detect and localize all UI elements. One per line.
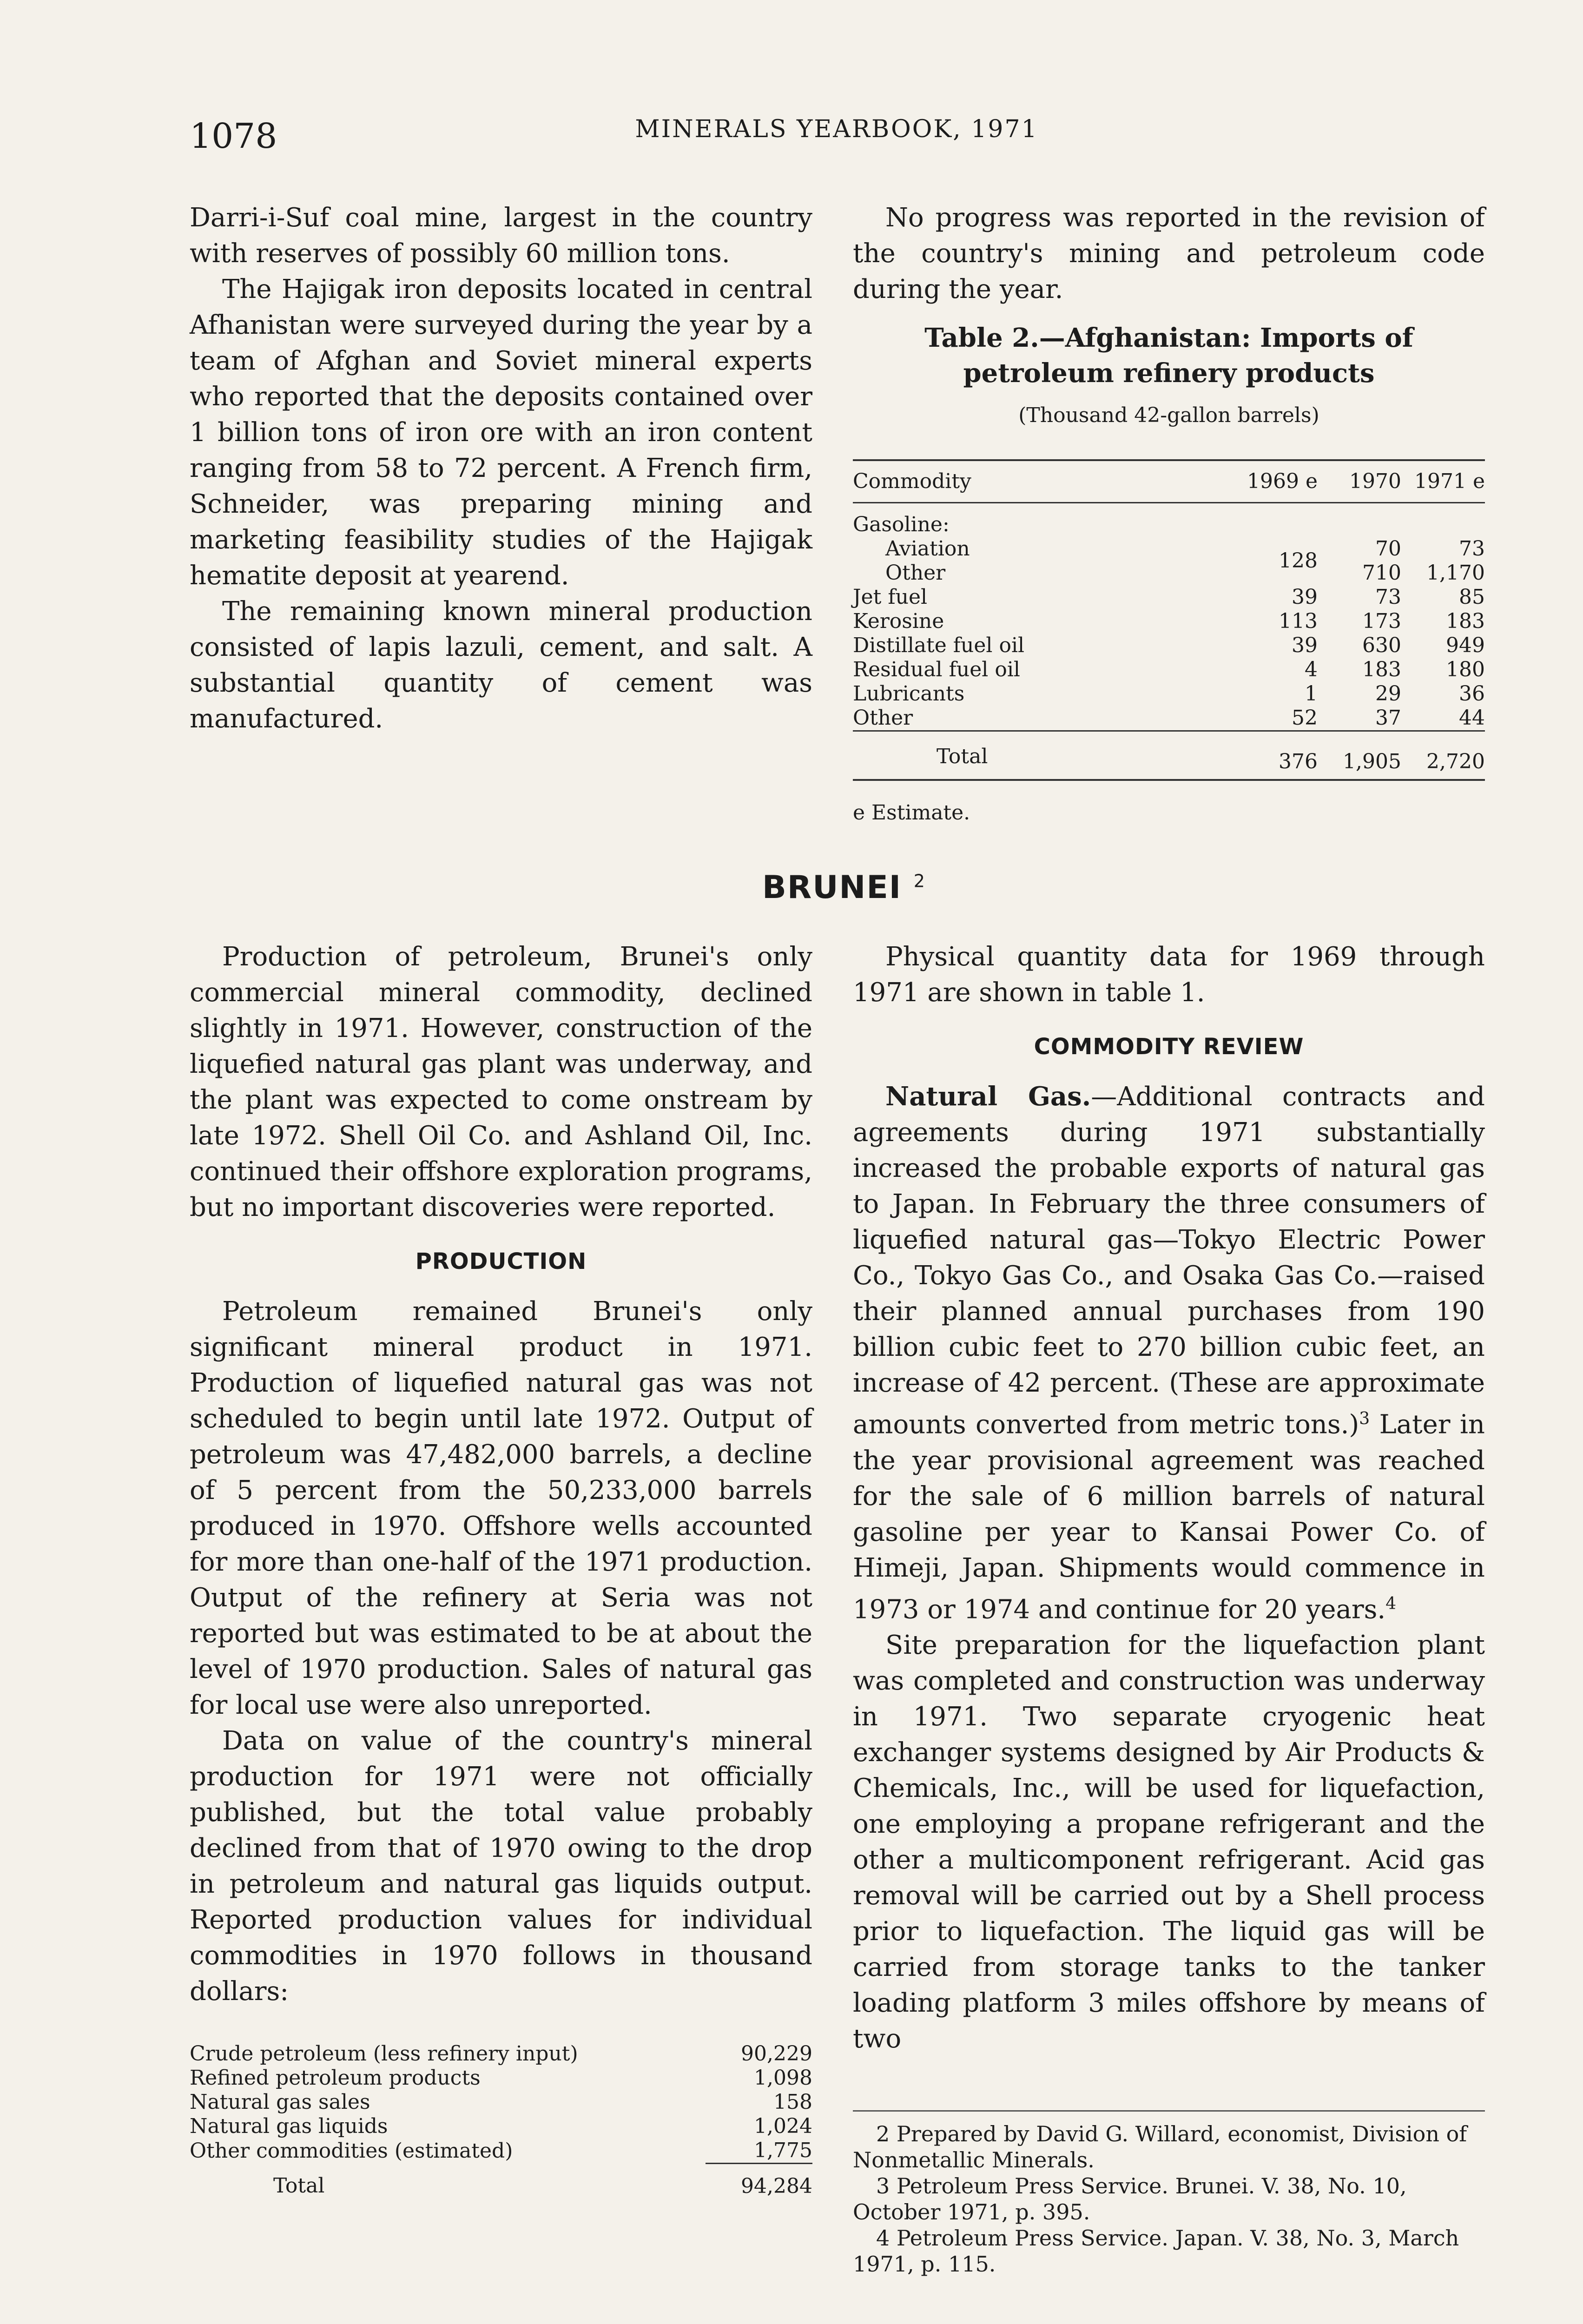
text: —Additional contracts and agreements during 1971 substantially increased the probable exports of natural gas to Japan. In February the three consumers of liquefied natural gas—Tokyo Electric Power Co., Tokyo Gas Co., and Osaka Gas Co.—raised their planned annual purchases from 190 billion cubic feet to 270 billion cubic feet, an increase of 42 percent. (These are approximate amounts converted from metric tons.) — [853, 1082, 1485, 1440]
value-cell: 376 — [1234, 731, 1318, 780]
heading-text: BRUNEI — [762, 869, 902, 906]
value-cell: 37 — [1375, 706, 1401, 730]
footnote-ref: 4 — [1385, 1594, 1397, 1613]
column-header: 1969 e — [1234, 460, 1318, 503]
table-row — [853, 634, 1485, 658]
page-number: 1078 — [190, 116, 277, 156]
value-cell: 1,170 — [1426, 561, 1485, 585]
value-cell: 39 — [1292, 634, 1318, 657]
paragraph: Production of petroleum, Brunei's only commercial mineral commodity, declined slightly in 1971. However, construction of the liquefied natural gas plant was underway, and the plant was expected to come onstream by late 1972. Shell Oil Co. and Ashland Oil, Inc. continued their offshore exploration programs, but no important discoveries were reported. — [190, 942, 812, 1222]
commodity-cell: Aviation — [885, 537, 970, 561]
value-cell: 710 — [1362, 561, 1401, 585]
value-cell: 29 — [1375, 682, 1401, 706]
value-cell: 44 — [1459, 706, 1485, 730]
commodity-cell: Distillate fuel oil — [853, 634, 1025, 657]
table-row — [190, 2042, 812, 2066]
label-cell: Total — [273, 2174, 325, 2198]
label-cell: Natural gas sales — [190, 2090, 370, 2114]
brunei-right-column — [853, 939, 1485, 2057]
footnote: 2 Prepared by David G. Willard, economist, Division of Nonmetallic Minerals. — [853, 2121, 1467, 2172]
value-cell: 180 — [1446, 658, 1485, 681]
table-row — [853, 609, 1485, 634]
commodity-cell: Other — [853, 706, 913, 730]
value-cell: 4 — [1305, 658, 1318, 681]
value-cell: 94,284 — [706, 2164, 812, 2199]
value-cell: 90,229 — [741, 2042, 812, 2066]
afghanistan-left-column — [190, 200, 812, 737]
section-heading-brunei — [762, 869, 926, 906]
footnote: 4 Petroleum Press Service. Japan. V. 38, No. 3, March 1971, p. 115. — [853, 2225, 1459, 2277]
paragraph: Site preparation for the liquefaction plant was completed and construction was underway in 1971. Two separate cryogenic heat exchanger systems designed by Air Products & Chemicals, Inc., will be used for liquefaction, one employing a propane refrigerant and the other a multicomponent refrigerant. Acid gas removal will be carried out by a Shell process prior to liquefaction. The liquid gas will be carried from storage tanks to the tanker loading platform 3 miles offshore by means of two — [853, 1630, 1485, 2054]
value-cell: 173 — [1362, 609, 1401, 633]
table-row — [853, 561, 1485, 585]
footnote: 3 Petroleum Press Service. Brunei. V. 38, No. 10, October 1971, p. 395. — [853, 2173, 1407, 2225]
value-cell: 630 — [1362, 634, 1401, 657]
table-footnote: e Estimate. — [853, 801, 970, 825]
table-unit: (Thousand 42-gallon barrels) — [1018, 403, 1319, 427]
label-cell: Refined petroleum products — [190, 2066, 481, 2090]
commodity-cell: Kerosine — [853, 609, 944, 633]
commodity-cell: Lubricants — [853, 682, 965, 706]
run-in-heading: Natural Gas. — [885, 1081, 1091, 1112]
value-cell: 73 — [1375, 585, 1401, 609]
paragraph: Data on value of the country's mineral production for 1971 were not officially published, but the total value probably declined from that of 1970 owing to the drop in petroleum and natural gas liquids output. Reported production values for individual commodities in 1970 follows in thousand dollars: — [190, 1726, 812, 2007]
value-cell: 36 — [1459, 682, 1485, 706]
table-row — [853, 537, 1485, 561]
value-cell: 113 — [1279, 609, 1318, 633]
commodity-cell: Other — [885, 561, 946, 585]
total-row — [853, 731, 1485, 780]
label-cell: Other commodities (estimated) — [190, 2139, 513, 2163]
brunei-left-column — [190, 939, 812, 2199]
value-cell: 158 — [773, 2090, 812, 2114]
value-cell: 949 — [1446, 634, 1485, 657]
footnote-ref: 2 — [913, 871, 926, 891]
footnote-ref: 3 — [1359, 1409, 1370, 1428]
table-row — [853, 658, 1485, 682]
values-table — [190, 2042, 812, 2199]
table-row — [190, 2090, 812, 2114]
footnotes — [853, 2110, 1485, 2277]
value-cell: 183 — [1362, 658, 1401, 681]
commodity-cell: Total — [853, 731, 1234, 780]
paragraph — [853, 1079, 1485, 1627]
afghanistan-right-column — [853, 200, 1485, 831]
value-cell: 52 — [1292, 706, 1318, 730]
table-row — [190, 2114, 812, 2139]
value-cell: 1,098 — [754, 2066, 812, 2090]
column-header: 1970 — [1318, 460, 1401, 503]
table-title: Table 2.—Afghanistan: Imports of petroleum refinery products — [924, 323, 1413, 389]
value-cell: 39 — [1292, 585, 1318, 609]
paragraph: The remaining known mineral production consisted of lapis lazuli, cement, and salt. A substantial quantity of cement was manufactured. — [190, 596, 812, 734]
table-row — [853, 682, 1485, 706]
label-cell: Crude petroleum (less refinery input) — [190, 2042, 578, 2066]
column-header: Commodity — [853, 460, 1234, 503]
paragraph: Physical quantity data for 1969 through 1971 are shown in table 1. — [853, 942, 1485, 1008]
value-cell: 183 — [1446, 609, 1485, 633]
value-cell: 73 — [1459, 537, 1485, 561]
text: Later in the year provisional agreement was reached for the sale of 6 million barrels of natural gasoline per year to Kansai Power Co. of Himeji, Japan. Shipments would commence in 1973 or 1974 and continue for 20 years. — [853, 1409, 1485, 1625]
group-label: Gasoline: — [853, 513, 950, 536]
table-row — [190, 2139, 812, 2164]
paragraph: No progress was reported in the revision of the country's mining and petroleum code during the year. — [853, 203, 1485, 304]
value-cell: 2,720 — [1401, 731, 1485, 780]
value-cell: 1,775 — [754, 2139, 812, 2162]
subheading-commodity-review: COMMODITY REVIEW — [1034, 1034, 1304, 1060]
paragraph: The Hajigak iron deposits located in central Afhanistan were surveyed during the year by a team of Afghan and Soviet mineral experts who reported that the deposits contained over 1 billion tons of iron ore with an iron content ranging from 58 to 72 percent. A French firm, Schneider, was preparing mining and marketing feasibility studies of the Hajigak hematite deposit at yearend. — [190, 274, 812, 591]
value-cell: 1,024 — [754, 2114, 812, 2138]
imports-table — [853, 459, 1485, 781]
commodity-cell: Jet fuel — [853, 585, 928, 609]
column-header: 1971 e — [1401, 460, 1485, 503]
label-cell: Natural gas liquids — [190, 2114, 388, 2138]
running-head: MINERALS YEARBOOK, 1971 — [635, 115, 1038, 143]
value-cell: 85 — [1459, 585, 1485, 609]
table-row — [853, 585, 1485, 609]
value-cell: 1,905 — [1318, 731, 1401, 780]
paragraph: Petroleum remained Brunei's only significant mineral product in 1971. Production of liquefied natural gas was not scheduled to begin until late 1972. Output of petroleum was 47,482,000 barrels, a decline of 5 percent from the 50,233,000 barrels produced in 1970. Offshore wells accounted for more than one-half of the 1971 production. Output of the refinery at Seria was not reported but was estimated to be at about the level of 1970 production. Sales of natural gas for local use were also unreported. — [190, 1296, 812, 1720]
table-row — [190, 2066, 812, 2090]
paragraph: Darri-i-Suf coal mine, largest in the country with reserves of possibly 60 million tons. — [190, 203, 812, 269]
subheading-production: PRODUCTION — [415, 1248, 587, 1274]
table-row — [853, 706, 1485, 731]
table-row — [853, 503, 1485, 537]
value-cell: 128 — [1279, 549, 1318, 573]
commodity-cell: Residual fuel oil — [853, 658, 1020, 681]
value-cell: 1 — [1305, 682, 1318, 706]
value-cell: 70 — [1375, 537, 1401, 561]
total-row — [190, 2164, 812, 2199]
